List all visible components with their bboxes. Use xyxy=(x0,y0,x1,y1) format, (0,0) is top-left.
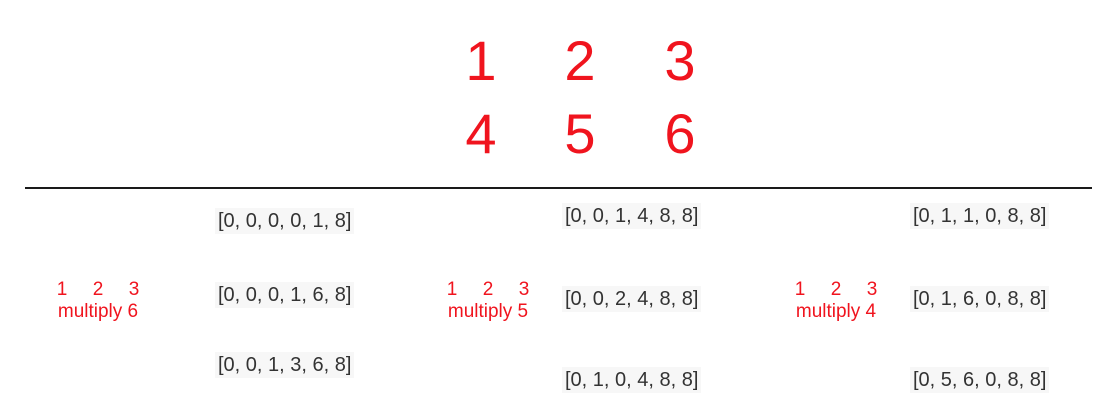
group-2-digits xyxy=(428,280,548,299)
group-2-label xyxy=(428,280,548,321)
top-digit-2: 2 xyxy=(564,29,596,92)
group-1-digits xyxy=(38,280,158,299)
group-3-array-2: [0, 1, 6, 0, 8, 8] xyxy=(910,286,1049,312)
group-2-digit: 2 xyxy=(482,279,494,300)
group-3-digit: 2 xyxy=(830,279,842,300)
group-1-digit: 2 xyxy=(92,279,104,300)
group-2-digit: 1 xyxy=(446,279,458,300)
group-1-array-3: [0, 0, 1, 3, 6, 8] xyxy=(215,352,354,378)
group-2-array-1: [0, 0, 1, 4, 8, 8] xyxy=(562,203,701,229)
group-1-label xyxy=(38,280,158,321)
group-1-multiply-label: multiply 6 xyxy=(57,301,139,322)
group-3-label xyxy=(776,280,896,321)
group-2-array-2: [0, 0, 2, 4, 8, 8] xyxy=(562,286,701,312)
horizontal-divider xyxy=(25,187,1092,189)
group-3-digit: 1 xyxy=(794,279,806,300)
group-1-array-2: [0, 0, 0, 1, 6, 8] xyxy=(215,282,354,308)
group-1-digit: 1 xyxy=(56,279,68,300)
top-digit-1: 1 xyxy=(465,29,497,92)
group-2-digit: 3 xyxy=(518,279,530,300)
top-digit-5: 5 xyxy=(564,102,596,165)
group-1-array-1: [0, 0, 0, 0, 1, 8] xyxy=(215,208,354,234)
group-2-array-3: [0, 1, 0, 4, 8, 8] xyxy=(562,367,701,393)
group-3-array-3: [0, 5, 6, 0, 8, 8] xyxy=(910,367,1049,393)
top-digit-3: 3 xyxy=(664,29,696,92)
top-digit-4: 4 xyxy=(465,102,497,165)
group-3-multiply-label: multiply 4 xyxy=(795,301,877,322)
group-3-digit: 3 xyxy=(866,279,878,300)
group-2-multiply-label: multiply 5 xyxy=(447,301,529,322)
group-3-array-1: [0, 1, 1, 0, 8, 8] xyxy=(910,203,1049,229)
group-1-digit: 3 xyxy=(128,279,140,300)
top-digit-6: 6 xyxy=(664,102,696,165)
group-3-digits xyxy=(776,280,896,299)
